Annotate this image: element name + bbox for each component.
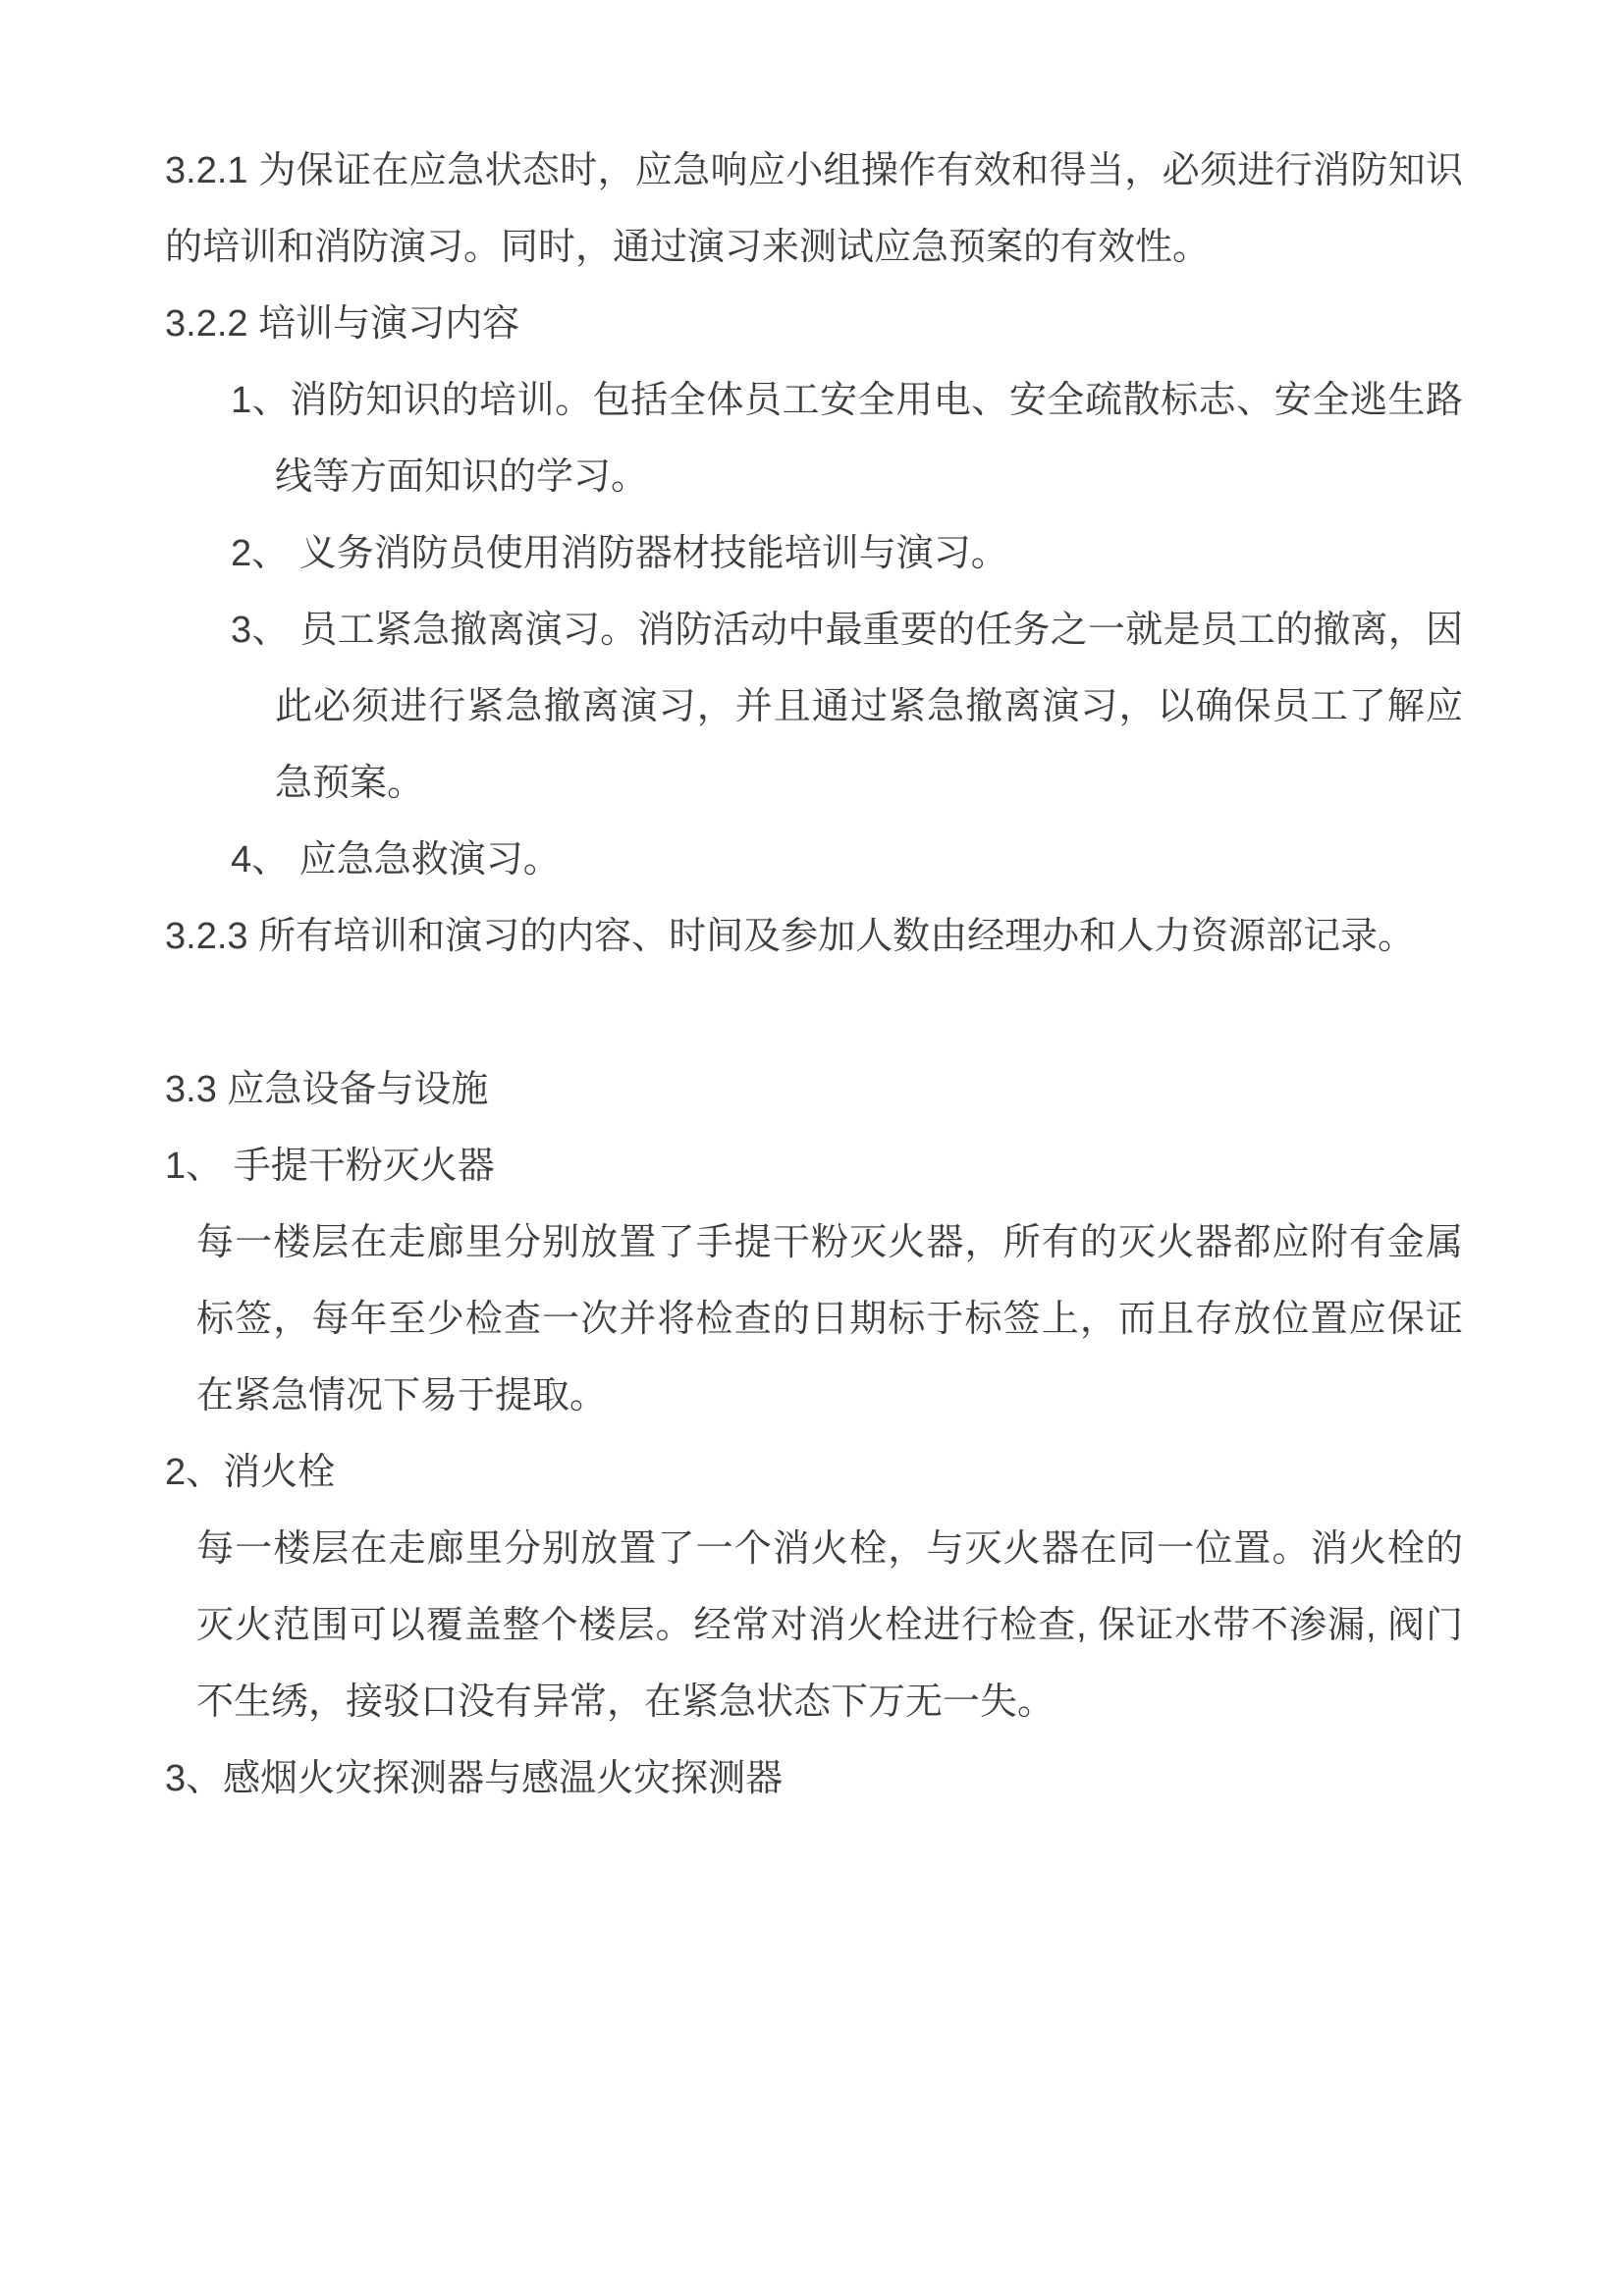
equipment-item-2-title: 2、消火栓 bbox=[165, 1452, 336, 1493]
blank-line bbox=[165, 975, 1463, 1051]
equipment-item-1-title: 1、 手提干粉灭火器 bbox=[165, 1146, 495, 1187]
heading-3-3: 3.3 应急设备与设施 bbox=[165, 1069, 489, 1110]
heading-3-2-2: 3.2.2 培训与演习内容 bbox=[165, 303, 520, 345]
paragraph-3-2-3: 3.2.3 所有培训和演习的内容、时间及参加人数由经理办和人力资源部记录。 bbox=[165, 916, 1416, 957]
equipment-item-2-body: 每一楼层在走廊里分别放置了一个消火栓，与灭火器在同一位置。消火栓的灭火范围可以覆盖整个楼层。经常对消火栓进行检查, 保证水带不渗漏, 阀门不生绣，接驳口没有异常，在紧急状态下万无一失。 bbox=[196, 1528, 1463, 1723]
paragraph-3-2-1: 3.2.1 为保证在应急状态时，应急响应小组操作有效和得当，必须进行消防知识的培训和消防演习。同时，通过演习来测试应急预案的有效性。 bbox=[165, 150, 1463, 268]
list-item-training-3: 3、 员工紧急撤离演习。消防活动中最重要的任务之一就是员工的撤离，因此必须进行紧急撤离演习，并且通过紧急撤离演习，以确保员工了解应急预案。 bbox=[231, 610, 1463, 804]
list-item-training-4: 4、 应急急救演习。 bbox=[231, 839, 561, 881]
list-item-training-2: 2、 义务消防员使用消防器材技能培训与演习。 bbox=[231, 533, 1008, 574]
list-item-training-1: 1、消防知识的培训。包括全体员工安全用电、安全疏散标志、安全逃生路线等方面知识的学习。 bbox=[231, 380, 1463, 498]
equipment-item-1-body: 每一楼层在走廊里分别放置了手提干粉灭火器，所有的灭火器都应附有金属标签，每年至少检查一次并将检查的日期标于标签上，而且存放位置应保证在紧急情况下易于提取。 bbox=[196, 1222, 1463, 1416]
equipment-item-3-title: 3、感烟火灾探测器与感温火灾探测器 bbox=[165, 1758, 784, 1799]
